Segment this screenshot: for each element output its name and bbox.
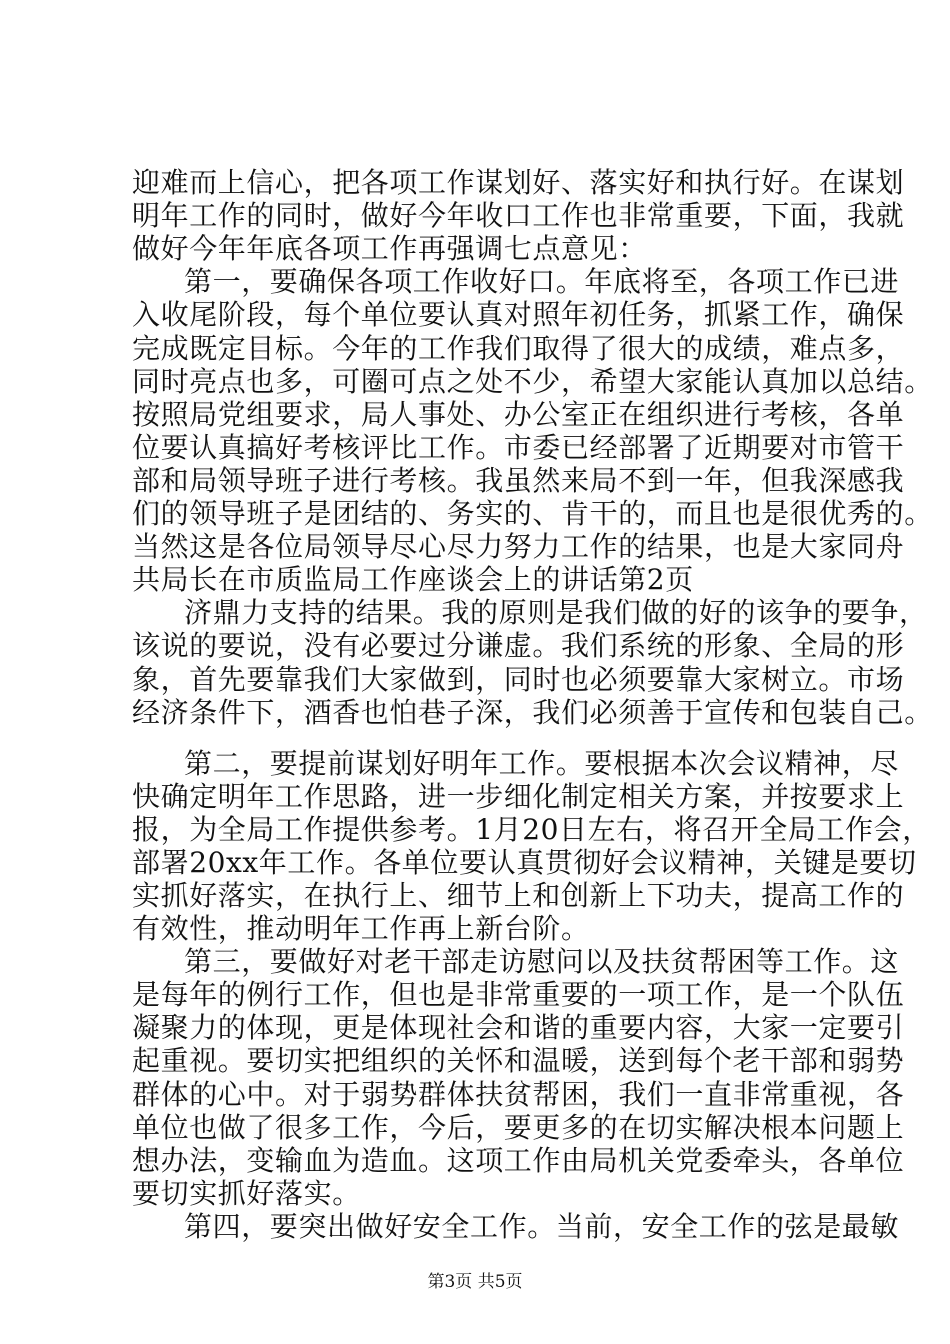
text-line: 迎难而上信心，把各项工作谋划好、落实好和执行好。在谋划 <box>132 166 905 199</box>
text-line: 当然这是各位局领导尽心尽力努力工作的结果，也是大家同舟 <box>132 530 905 563</box>
text-line: 报，为全局工作提供参考。1月20日左右，将召开全局工作会， <box>132 813 931 846</box>
text-line: 凝聚力的体现，更是体现社会和谐的重要内容，大家一定要引 <box>132 1011 905 1044</box>
paragraph-start-line: 第四，要突出做好安全工作。当前，安全工作的弦是最敏 <box>184 1210 900 1243</box>
paragraph-start-line: 第一，要确保各项工作收好口。年底将至，各项工作已进 <box>184 265 900 298</box>
text-line: 想办法，变输血为造血。这项工作由局机关党委牵头，各单位 <box>132 1144 905 1177</box>
text-line: 起重视。要切实把组织的关怀和温暖，送到每个老干部和弱势 <box>132 1044 905 1077</box>
page-number-footer: 第3页 共5页 <box>427 1272 523 1292</box>
text-line: 经济条件下，酒香也怕巷子深，我们必须善于宣传和包装自己。 <box>132 696 933 729</box>
text-line: 入收尾阶段，每个单位要认真对照年初任务，抓紧工作，确保 <box>132 298 905 331</box>
running-title-line: 共局长在市质监局工作座谈会上的讲话第2页 <box>132 563 694 596</box>
text-line: 明年工作的同时，做好今年收口工作也非常重要，下面，我就 <box>132 199 905 232</box>
text-line: 单位也做了很多工作，今后，要更多的在切实解决根本问题上 <box>132 1111 905 1144</box>
text-line: 部署20xx年工作。各单位要认真贯彻好会议精神，关键是要切 <box>132 846 917 879</box>
text-line: 有效性，推动明年工作再上新台阶。 <box>132 912 590 945</box>
text-line: 位要认真搞好考核评比工作。市委已经部署了近期要对市管干 <box>132 431 905 464</box>
text-line: 完成既定目标。今年的工作我们取得了很大的成绩，难点多， <box>132 332 905 365</box>
text-line: 象，首先要靠我们大家做到，同时也必须要靠大家树立。市场 <box>132 663 905 696</box>
text-line: 部和局领导班子进行考核。我虽然来局不到一年，但我深感我 <box>132 464 905 497</box>
text-line: 要切实抓好落实。 <box>132 1177 361 1210</box>
text-line: 同时亮点也多，可圈可点之处不少，希望大家能认真加以总结。 <box>132 365 933 398</box>
text-line: 按照局党组要求，局人事处、办公室正在组织进行考核，各单 <box>132 398 905 431</box>
paragraph-start-line: 第二，要提前谋划好明年工作。要根据本次会议精神，尽 <box>184 747 900 780</box>
text-line: 实抓好落实，在执行上、细节上和创新上下功夫，提高工作的 <box>132 879 905 912</box>
text-line: 是每年的例行工作，但也是非常重要的一项工作，是一个队伍 <box>132 978 905 1011</box>
text-line: 们的领导班子是团结的、务实的、肯干的，而且也是很优秀的。 <box>132 497 933 530</box>
text-line: 快确定明年工作思路，进一步细化制定相关方案，并按要求上 <box>132 780 905 813</box>
text-line: 做好今年年底各项工作再强调七点意见： <box>132 232 647 265</box>
text-line: 群体的心中。对于弱势群体扶贫帮困，我们一直非常重视，各 <box>132 1078 905 1111</box>
text-line: 该说的要说，没有必要过分谦虚。我们系统的形象、全局的形 <box>132 629 905 662</box>
paragraph-start-line: 第三，要做好对老干部走访慰问以及扶贫帮困等工作。这 <box>184 945 900 978</box>
paragraph-start-line: 济鼎力支持的结果。我的原则是我们做的好的该争的要争， <box>184 596 928 629</box>
